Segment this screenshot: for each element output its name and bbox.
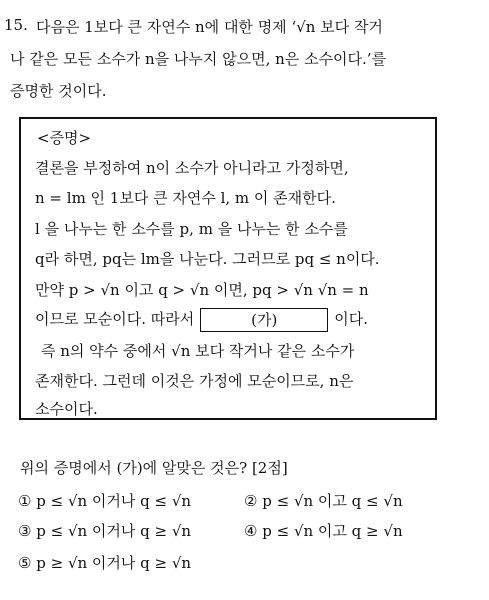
proof-line-1: 결론을 부정하여 n이 소수가 아니라고 가정하면, [35, 159, 349, 177]
proof-line-4: q라 하면, pq는 lm을 나눈다. 그러므로 pq ≤ n이다. [35, 250, 380, 268]
proof-line-6 [35, 308, 368, 332]
proof-line-9: 소수이다. [35, 400, 98, 418]
choice-3-text: p ≤ √n 이거나 q ≥ √n [36, 522, 192, 540]
choice-4[interactable] [244, 520, 403, 541]
proof-box [19, 117, 437, 420]
blank-ga-label: (가) [251, 311, 278, 329]
proof-title: <증명> [37, 129, 92, 147]
proof-line-3: l 을 나누는 한 소수를 p, m 을 나누는 한 소수를 [35, 220, 348, 238]
proof-line-8: 존재한다. 그런데 이것은 가정에 모순이므로, n은 [35, 372, 354, 390]
choice-3-marker: ③ [18, 522, 32, 540]
problem-number: 15. [4, 16, 28, 34]
problem-line-1: 다음은 1보다 큰 자연수 n에 대한 명제 ‘√n 보다 작거 [36, 18, 383, 36]
problem-line-2: 나 같은 모든 소수가 n을 나누지 않으면, n은 소수이다.’를 [10, 50, 387, 68]
choice-5-text: p ≥ √n 이거나 q ≥ √n [36, 554, 192, 572]
problem-line-3: 증명한 것이다. [10, 82, 107, 100]
choice-1-text: p ≤ √n 이거나 q ≤ √n [36, 492, 192, 510]
proof-line-2: n = lm 인 1보다 큰 자연수 l, m 이 존재한다. [35, 189, 336, 207]
blank-ga-box [200, 308, 328, 332]
choice-5-marker: ⑤ [18, 554, 32, 572]
choice-2[interactable] [244, 490, 403, 511]
question-text: 위의 증명에서 (가)에 알맞은 것은? [2점] [20, 459, 288, 477]
proof-line-7: 즉 n의 약수 중에서 √n 보다 작거나 같은 소수가 [41, 342, 355, 360]
choice-1-marker: ① [18, 492, 32, 510]
choice-2-text: p ≤ √n 이고 q ≤ √n [262, 492, 403, 510]
choice-2-marker: ② [244, 492, 258, 510]
choice-1[interactable] [18, 490, 191, 511]
choice-3[interactable] [18, 520, 191, 541]
choice-4-text: p ≤ √n 이고 q ≥ √n [262, 522, 403, 540]
proof-line-6-start: 이므로 모순이다. 따라서 [35, 310, 195, 328]
choice-4-marker: ④ [244, 522, 258, 540]
proof-line-5: 만약 p > √n 이고 q > √n 이면, pq > √n √n = n [35, 281, 369, 299]
choice-5[interactable] [18, 552, 191, 573]
proof-line-6-end: 이다. [334, 310, 368, 328]
